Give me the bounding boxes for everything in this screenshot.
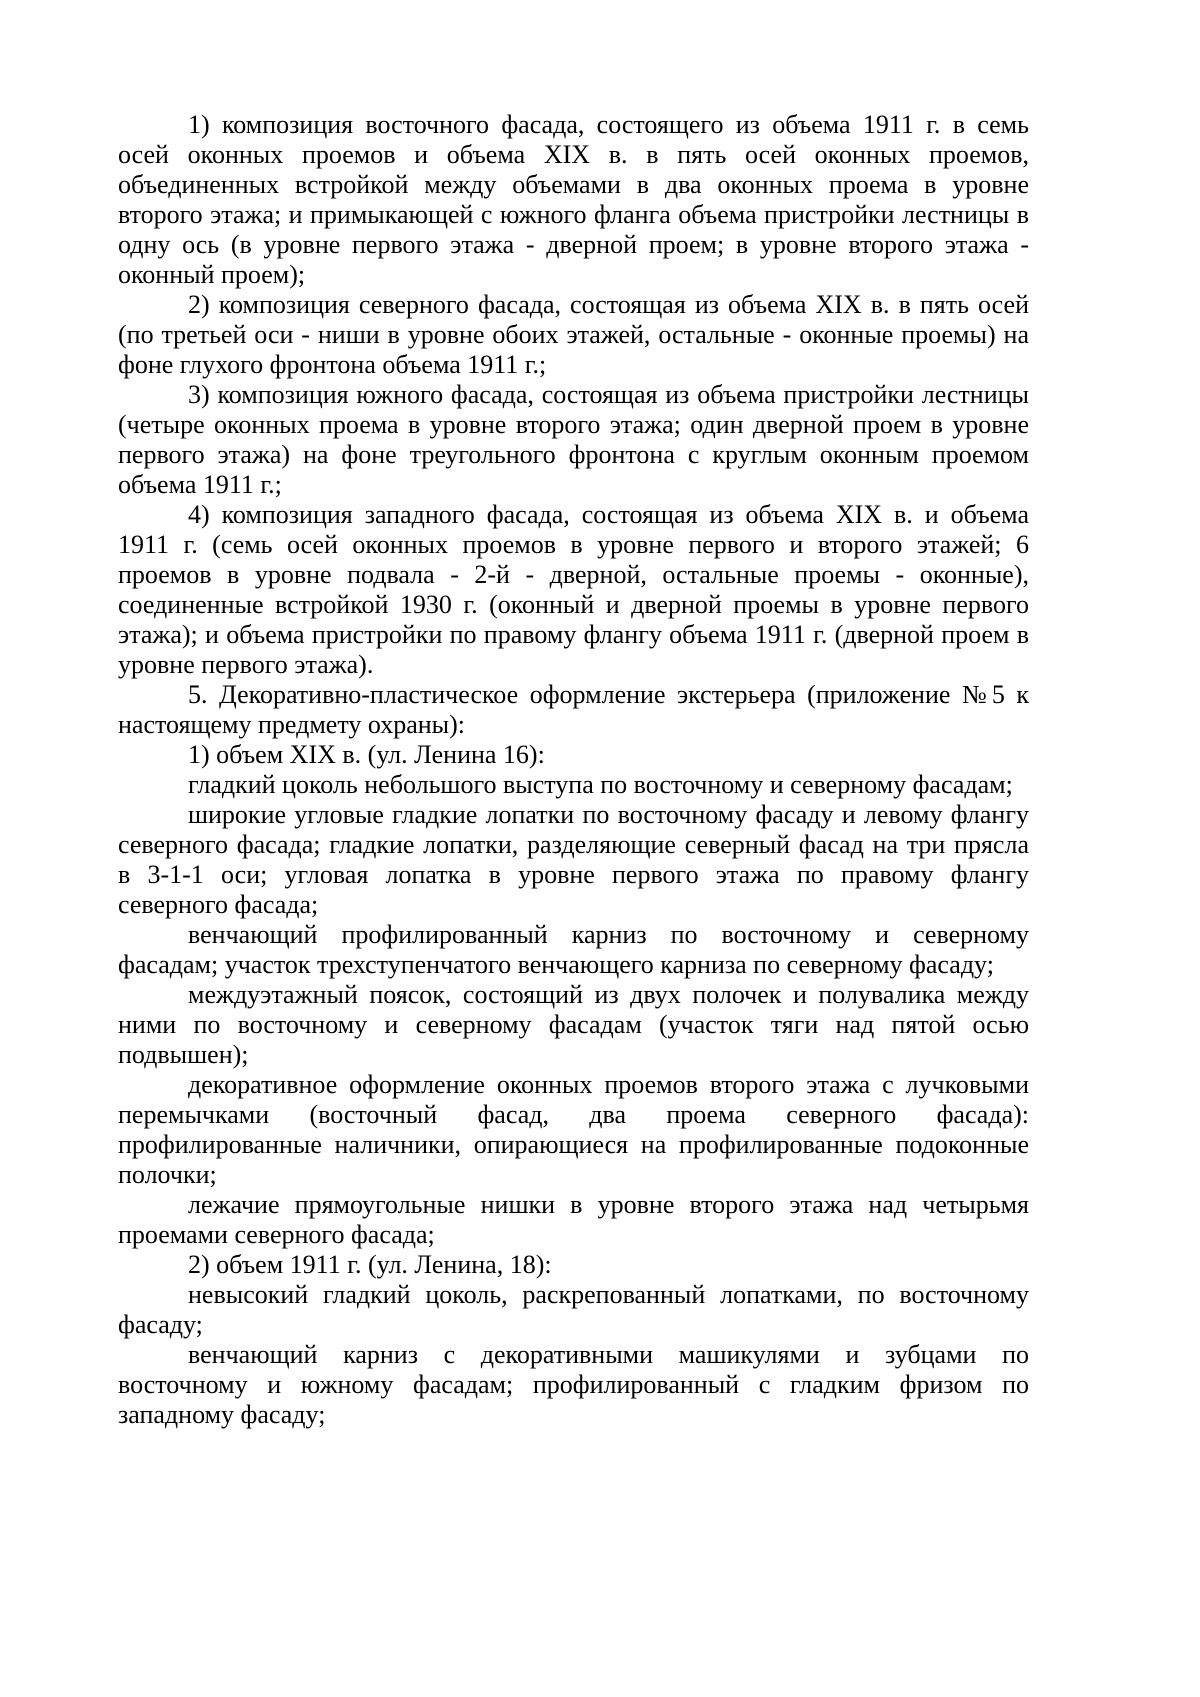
text-line: лежачие прямоугольные нишки в уровне второго этажа над четырьмя: [188, 1190, 1029, 1219]
text-line: одну ось (в уровне первого этажа - дверной проем; в уровне второго этажа -: [118, 230, 1029, 259]
text-line: второго этажа; и примыкающей с южного фланга объема пристройки лестницы в: [118, 200, 1029, 229]
text-line: междуэтажный поясок, состоящий из двух полочек и полувалика между: [188, 980, 1029, 1009]
text-line: 1) композиция восточного фасада, состоящего из объема 1911 г. в семь: [188, 110, 1029, 139]
text-line: соединенные встройкой 1930 г. (оконный и дверной проемы в уровне первого: [118, 590, 1029, 619]
document-body: [118, 110, 1029, 1430]
text-line: оконный проем);: [118, 260, 306, 289]
text-line: осей оконных проемов и объема XIX в. в пять осей оконных проемов,: [118, 140, 1029, 169]
document-paragraph: [118, 1070, 1029, 1190]
document-paragraph: [118, 1250, 1029, 1280]
text-line: западному фасаду;: [118, 1400, 326, 1429]
text-line: фоне глухого фронтона объема 1911 г.;: [118, 350, 547, 379]
text-line: фасаду;: [118, 1310, 203, 1339]
text-line: в 3-1-1 оси; угловая лопатка в уровне первого этажа по правому флангу: [118, 860, 1029, 889]
text-line: ними по восточному и северному фасадам (участок тяги над пятой осью: [118, 1010, 1029, 1039]
text-line: восточному и южному фасадам; профилированный с гладким фризом по: [118, 1370, 1029, 1399]
text-line: 5. Декоративно-пластическое оформление экстерьера (приложение №5 к: [188, 680, 1029, 709]
text-line: северного фасада;: [118, 890, 319, 919]
document-paragraph: [118, 770, 1029, 800]
text-line: 2) композиция северного фасада, состоящая из объема XIX в. в пять осей: [188, 290, 1029, 319]
text-line: перемычками (восточный фасад, два проема северного фасада):: [118, 1100, 1029, 1129]
document-paragraph: [118, 1280, 1029, 1340]
document-paragraph: [118, 110, 1029, 290]
text-line: северного фасада; гладкие лопатки, разделяющие северный фасад на три прясла: [118, 830, 1029, 859]
text-line: уровне первого этажа).: [118, 650, 374, 679]
text-line: 2) объем 1911 г. (ул. Ленина, 18):: [188, 1250, 552, 1279]
document-paragraph: [118, 380, 1029, 500]
text-line: объема 1911 г.;: [118, 470, 282, 499]
text-line: этажа); и объема пристройки по правому флангу объема 1911 г. (дверной проем в: [118, 620, 1029, 649]
text-line: гладкий цоколь небольшого выступа по восточному и северному фасадам;: [188, 770, 1013, 799]
text-line: венчающий профилированный карниз по восточному и северному: [188, 920, 1029, 949]
document-paragraph: [118, 680, 1029, 740]
text-line: невысокий гладкий цоколь, раскрепованный лопатками, по восточному: [188, 1280, 1029, 1309]
text-line: широкие угловые гладкие лопатки по восточному фасаду и левому флангу: [188, 800, 1029, 829]
document-paragraph: [118, 1190, 1029, 1250]
text-line: профилированные наличники, опирающиеся на профилированные подоконные: [118, 1130, 1029, 1159]
text-line: 1911 г. (семь осей оконных проемов в уровне первого и второго этажей; 6: [118, 530, 1029, 559]
text-line: настоящему предмету охраны):: [118, 710, 466, 739]
text-line: (четыре оконных проема в уровне второго этажа; один дверной проем в уровне: [118, 410, 1029, 439]
text-line: подвышен);: [118, 1040, 249, 1069]
text-line: венчающий карниз с декоративными машикулями и зубцами по: [188, 1340, 1029, 1369]
text-line: первого этажа) на фоне треугольного фронтона с круглым оконным проемом: [118, 440, 1029, 469]
document-paragraph: [118, 290, 1029, 380]
text-line: полочки;: [118, 1160, 217, 1189]
text-line: фасадам; участок трехступенчатого венчающего карниза по северному фасаду;: [118, 950, 994, 979]
text-line: 1) объем XIX в. (ул. Ленина 16):: [188, 740, 545, 769]
text-line: 3) композиция южного фасада, состоящая из объема пристройки лестницы: [188, 380, 1029, 409]
text-line: проемами северного фасада;: [118, 1220, 435, 1249]
text-line: проемов в уровне подвала - 2-й - дверной, остальные проемы - оконные),: [118, 560, 1029, 589]
text-line: декоративное оформление оконных проемов второго этажа с лучковыми: [188, 1070, 1029, 1099]
document-paragraph: [118, 500, 1029, 680]
document-paragraph: [118, 800, 1029, 920]
text-line: объединенных встройкой между объемами в два оконных проема в уровне: [118, 170, 1029, 199]
text-line: (по третьей оси - ниши в уровне обоих этажей, остальные - оконные проемы) на: [118, 320, 1029, 349]
document-paragraph: [118, 980, 1029, 1070]
document-paragraph: [118, 740, 1029, 770]
document-paragraph: [118, 920, 1029, 980]
text-line: 4) композиция западного фасада, состоящая из объема XIX в. и объема: [188, 500, 1029, 529]
document-paragraph: [118, 1340, 1029, 1430]
